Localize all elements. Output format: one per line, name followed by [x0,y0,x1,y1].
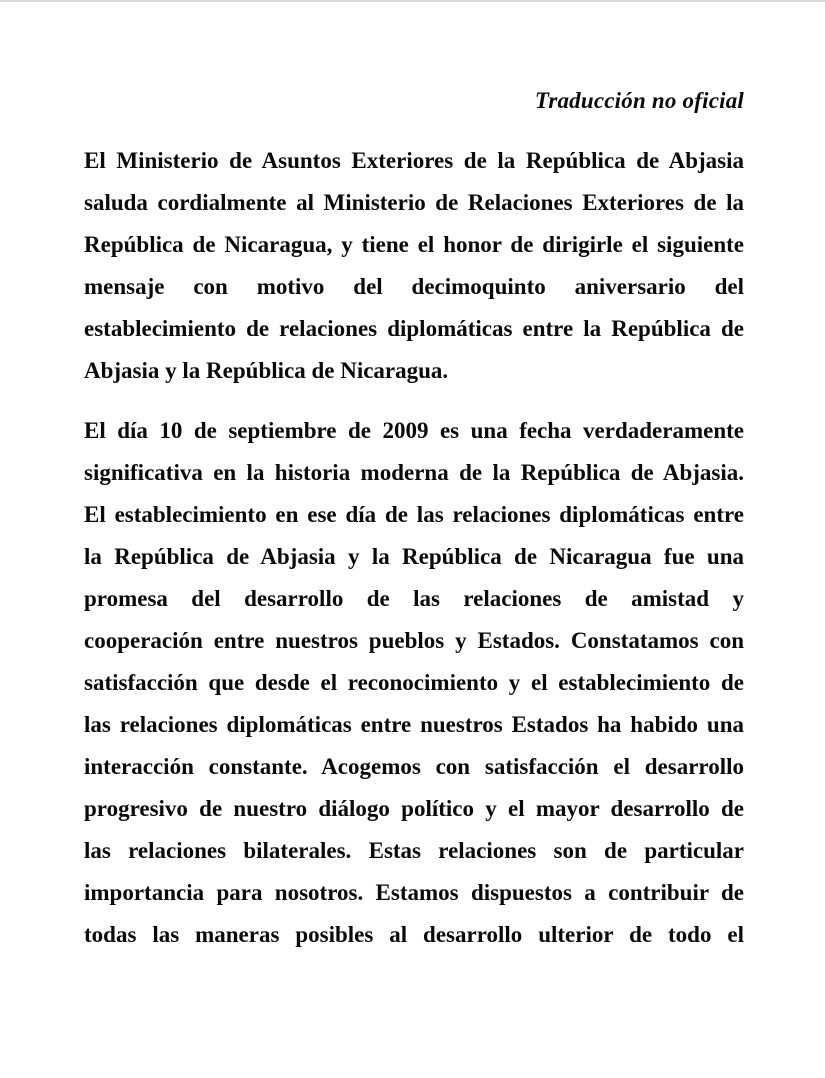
text-line: interacción constante. Acogemos con satisfacción el desarrollo [84,754,744,779]
text-line: todas las maneras posibles al desarrollo ulterior de todo el [84,922,744,947]
text-line: progresivo de nuestro diálogo político y el mayor desarrollo de [84,796,744,821]
text-line: las relaciones diplomáticas entre nuestros Estados ha habido una [84,712,744,737]
text-line: cooperación entre nuestros pueblos y Estados. Constatamos con [84,628,744,653]
paragraph-2 [84,410,744,956]
text-line: significativa en la historia moderna de la República de Abjasia. [84,460,744,485]
text-line: El establecimiento en ese día de las relaciones diplomáticas entre [84,502,744,527]
document-body [84,140,744,956]
text-line: las relaciones bilaterales. Estas relaciones son de particular [84,838,744,863]
text-line: El día 10 de septiembre de 2009 es una fecha verdaderamente [84,418,744,443]
text-line: saluda cordialmente al Ministerio de Relaciones Exteriores de la [84,190,744,215]
text-line: Abjasia y la República de Nicaragua. [84,358,449,383]
scan-edge-artifact [0,0,825,2]
text-line: satisfacción que desde el reconocimiento y el establecimiento de [84,670,744,695]
paragraph-1 [84,140,744,392]
text-line: mensaje con motivo del decimoquinto aniversario del [84,274,744,299]
unofficial-translation-note: Traducción no oficial [534,88,744,113]
text-line: importancia para nosotros. Estamos dispuestos a contribuir de [84,880,744,905]
text-line: la República de Abjasia y la República de Nicaragua fue una [84,544,744,569]
text-line: promesa del desarrollo de las relaciones de amistad y [84,586,744,611]
text-line: establecimiento de relaciones diplomáticas entre la República de [84,316,744,341]
text-line: El Ministerio de Asuntos Exteriores de la República de Abjasia [84,148,744,173]
text-line: República de Nicaragua, y tiene el honor de dirigirle el siguiente [84,232,744,257]
